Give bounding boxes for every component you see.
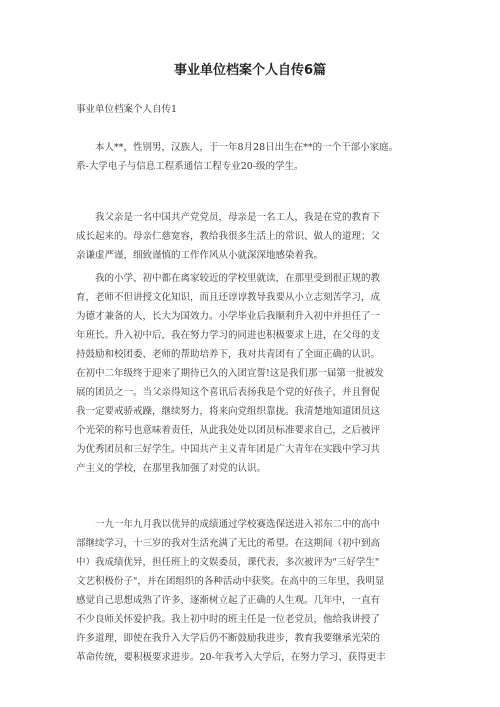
paragraph-3 [76,269,436,478]
paragraph-line: 一九一年九月我以优异的成绩通过学校赛选保送进入祁东二中的高中 [95,519,381,530]
paragraph-line: 为德才兼备的人，长大为国效力。小学毕业后我顺利升入初中并担任了一 [76,311,381,322]
paragraph-line: 我父亲是一名中国共产党党员，母亲是一名工人，我是在党的教育下 [95,212,381,223]
paragraph-line: 我的小学、初中都在离家较近的学校里就读，在那里受到很正规的教 [95,273,381,284]
paragraph-line: 感觉自己思想成熟了许多，逐渐树立起了正确的人生观。几年中，一直有 [76,595,381,606]
paragraph-line: 展的团员之一。当父亲得知这个喜讯后表扬我是个党的好孩子，并且督促 [76,387,381,398]
paragraph-line: 持鼓励和校团委、老师的帮助培养下，我对共青团有了全面正确的认识。 [76,349,381,360]
paragraph-line: 我一定要戒骄戒躁，继续努力，将来向党组织靠拢。我清楚地知道团员这 [76,406,381,417]
document-title: 事业单位档案个人自传6篇 [173,63,327,78]
paragraph-line: 本人**，性别男，汉族人，于一年8月28日出生在**的一个干部小家庭。 [95,142,399,153]
paragraph-line: 年班长。升入初中后，我在努力学习的同进也积极要求上进，在父母的支 [76,330,381,341]
paragraph-line: 成长起来的。母亲仁慈宽容，教给我很多生活上的常识、做人的道理；父 [76,231,381,242]
paragraph-line: 在初中二年级终于迎来了期待已久的入团宣誓!这是我们那一届第一批被发 [76,368,384,379]
paragraph-line: 亲谦虚严谨，细致谨慎的工作作风从小就深深地感染着我。 [76,250,324,261]
paragraph-line: 许多道理，即使在我升入大学后仍不断鼓励我进步，教育我要继承光荣的 [76,633,381,644]
paragraph-line: 系-大学电子与信息工程系通信工程专业20-级的学生。 [76,161,304,172]
paragraph-line: 产主义的学校，在那里我加强了对党的认识。 [76,463,267,474]
paragraph-line: 文艺积极份子"，并在团组织的各种活动中获奖。在高中的三年里，我明显 [76,576,385,587]
paragraph-1 [76,138,436,176]
paragraph-line: 革命传统，要积极要求进步。20-年我考入大学后，在努力学习、获得更丰 [76,652,386,663]
paragraph-line: 不少良师关怀爱护我。我上初中时的班主任是一位老党员，他给我讲授了 [76,614,381,625]
paragraph-line: 个光荣的称号也意味着责任，从此我处处以团员标准要求自己，之后被评 [76,425,381,436]
paragraph-2 [76,208,436,265]
paragraph-line: 为优秀团员和三好学生。中国共产主义青年团是广大青年在实践中学习共 [76,444,381,455]
paragraph-line: 中）我成绩优异，担任班上的文娱委员，课代表，多次被评为"三好学生" [76,557,380,568]
paragraph-line: 部继续学习，十三岁的我对生活充满了无比的希望。在这期间（初中到高 [76,538,381,549]
section-subtitle: 事业单位档案个人自传1 [76,104,178,115]
paragraph-line: 育，老师不但讲授文化知识，而且还谆谆教导我要从小立志刻苦学习，成 [76,292,381,303]
paragraph-4 [76,515,436,667]
